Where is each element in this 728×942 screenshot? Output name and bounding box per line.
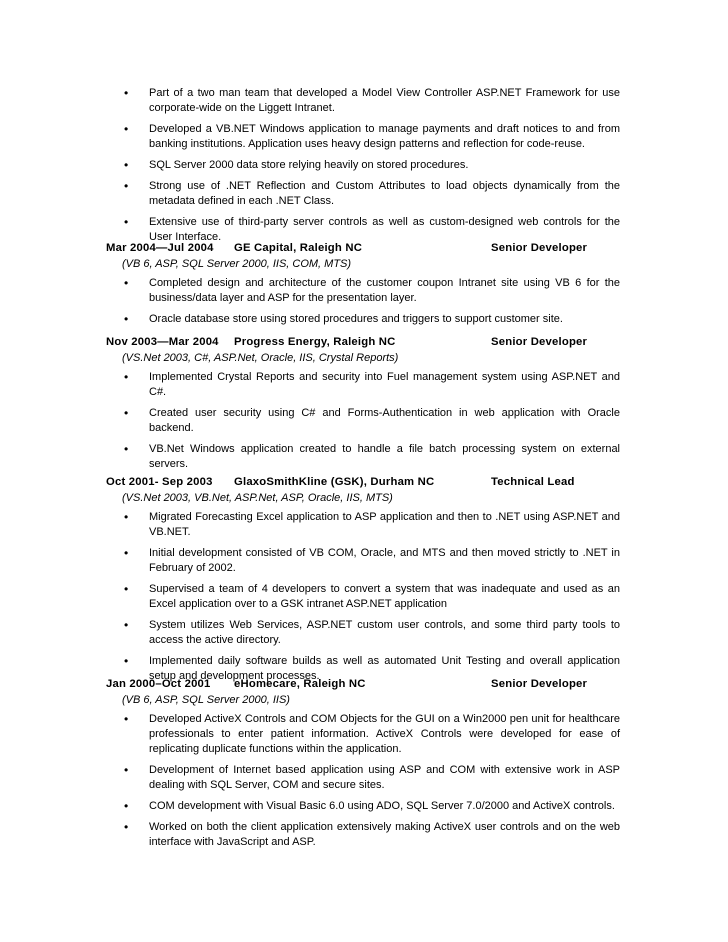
- job-entry-ehomecare: [106, 676, 620, 856]
- bullet-text: VB.Net Windows application created to handle a file batch processing system on external servers.: [149, 443, 620, 470]
- bullet-icon: •: [124, 442, 129, 456]
- job-role: Senior Developer: [491, 678, 588, 690]
- bullet-text: Implemented Crystal Reports and security into Fuel management system using ASP.NET and C#.: [149, 371, 620, 398]
- list-item: [106, 86, 620, 116]
- bullet-icon: •: [124, 510, 129, 524]
- bullet-icon: •: [124, 312, 129, 326]
- bullet-text: Created user security using C# and Forms-Authentication in web application with Oracle backend.: [149, 407, 620, 434]
- bullet-text: Part of a two man team that developed a Model View Controller ASP.NET Framework for use corporate-wide on the Liggett Intranet.: [149, 87, 620, 114]
- job-role: Senior Developer: [491, 242, 588, 254]
- bullet-text: Development of Internet based application using ASP and COM with extensive work in ASP dealing with SQL Server, COM and secure sites.: [149, 764, 620, 791]
- job-header: [106, 676, 620, 692]
- job-company: eHomecare, Raleigh NC: [234, 678, 366, 690]
- bullet-icon: •: [124, 799, 129, 813]
- job-bullet-list: [106, 712, 620, 850]
- intro-bullet-list: [106, 86, 620, 251]
- job-dates: Jan 2000–Oct 2001: [106, 678, 211, 690]
- bullet-icon: •: [124, 276, 129, 290]
- list-item: [106, 312, 620, 327]
- job-entry-progress-energy: [106, 334, 620, 478]
- job-company: Progress Energy, Raleigh NC: [234, 336, 396, 348]
- list-item: [106, 799, 620, 814]
- list-item: [106, 276, 620, 306]
- bullet-text: Strong use of .NET Reflection and Custom Attributes to load objects dynamically from the metadata defined in each .NET Class.: [149, 180, 620, 207]
- list-item: [106, 546, 620, 576]
- bullet-icon: •: [124, 618, 129, 632]
- bullet-text: Supervised a team of 4 developers to convert a system that was inadequate and used as an Excel application over to a GSK intranet ASP.NET application: [149, 583, 620, 610]
- job-technologies: (VS.Net 2003, C#, ASP.Net, Oracle, IIS, Crystal Reports): [122, 352, 399, 364]
- bullet-icon: •: [124, 406, 129, 420]
- list-item: [106, 158, 620, 173]
- bullet-text: Completed design and architecture of the customer coupon Intranet site using VB 6 for the business/data layer and ASP for the presentation layer.: [149, 277, 620, 304]
- bullet-text: Migrated Forecasting Excel application to ASP application and then to .NET using ASP.NET and VB.NET.: [149, 511, 620, 538]
- bullet-text: SQL Server 2000 data store relying heavily on stored procedures.: [149, 159, 469, 171]
- job-technologies: (VB 6, ASP, SQL Server 2000, IIS): [122, 694, 290, 706]
- job-entry-glaxosmithkline: [106, 474, 620, 690]
- bullet-text: Oracle database store using stored procedures and triggers to support customer site.: [149, 313, 563, 325]
- job-bullet-list: [106, 276, 620, 327]
- bullet-icon: •: [124, 370, 129, 384]
- bullet-icon: •: [124, 158, 129, 172]
- job-header: [106, 240, 620, 256]
- job-dates: Mar 2004—Jul 2004: [106, 242, 214, 254]
- list-item: [106, 763, 620, 793]
- job-header: [106, 334, 620, 350]
- list-item: [106, 712, 620, 757]
- bullet-icon: •: [124, 582, 129, 596]
- job-dates: Oct 2001- Sep 2003: [106, 476, 213, 488]
- job-company: GlaxoSmithKline (GSK), Durham NC: [234, 476, 435, 488]
- bullet-icon: •: [124, 820, 129, 834]
- list-item: [106, 582, 620, 612]
- list-item: [106, 370, 620, 400]
- job-entry-ge-capital: [106, 240, 620, 333]
- bullet-text: Developed a VB.NET Windows application to manage payments and draft notices to and from banking institutions. Application uses heavy design patterns and reflection for code-reuse.: [149, 123, 620, 150]
- list-item: [106, 179, 620, 209]
- bullet-text: Developed ActiveX Controls and COM Objects for the GUI on a Win2000 pen unit for healthcare professionals to enter patient information. ActiveX Controls were developed for ease of replicating duplicate functions within the application.: [149, 713, 620, 755]
- job-technologies: (VB 6, ASP, SQL Server 2000, IIS, COM, MTS): [122, 258, 352, 270]
- bullet-icon: •: [124, 763, 129, 777]
- bullet-icon: •: [124, 712, 129, 726]
- list-item: [106, 618, 620, 648]
- list-item: [106, 122, 620, 152]
- bullet-text: Implemented daily software builds as well as automated Unit Testing and overall application setup and development processes.: [149, 655, 620, 682]
- bullet-icon: •: [124, 122, 129, 136]
- list-item: [106, 510, 620, 540]
- job-role: Senior Developer: [491, 336, 588, 348]
- job-bullet-list: [106, 510, 620, 684]
- bullet-icon: •: [124, 215, 129, 229]
- job-bullet-list: [106, 370, 620, 472]
- bullet-icon: •: [124, 546, 129, 560]
- list-item: [106, 442, 620, 472]
- bullet-text: Worked on both the client application extensively making ActiveX user controls and on the web interface with JavaScript and ASP.: [149, 821, 620, 848]
- bullet-text: COM development with Visual Basic 6.0 using ADO, SQL Server 7.0/2000 and ActiveX controls.: [149, 800, 615, 812]
- list-item: [106, 820, 620, 850]
- bullet-icon: •: [124, 179, 129, 193]
- bullet-icon: •: [124, 654, 129, 668]
- bullet-icon: •: [124, 86, 129, 100]
- list-item: [106, 406, 620, 436]
- bullet-text: System utilizes Web Services, ASP.NET custom user controls, and some third party tools to access the active directory.: [149, 619, 620, 646]
- job-company: GE Capital, Raleigh NC: [234, 242, 363, 254]
- job-role: Technical Lead: [491, 476, 575, 488]
- job-header: [106, 474, 620, 490]
- job-dates: Nov 2003—Mar 2004: [106, 336, 219, 348]
- bullet-text: Extensive use of third-party server controls as well as custom-designed web controls for the User Interface.: [149, 216, 620, 243]
- job-technologies: (VS.Net 2003, VB.Net, ASP.Net, ASP, Oracle, IIS, MTS): [122, 492, 393, 504]
- bullet-text: Initial development consisted of VB COM, Oracle, and MTS and then moved strictly to .NET in February of 2002.: [149, 547, 620, 574]
